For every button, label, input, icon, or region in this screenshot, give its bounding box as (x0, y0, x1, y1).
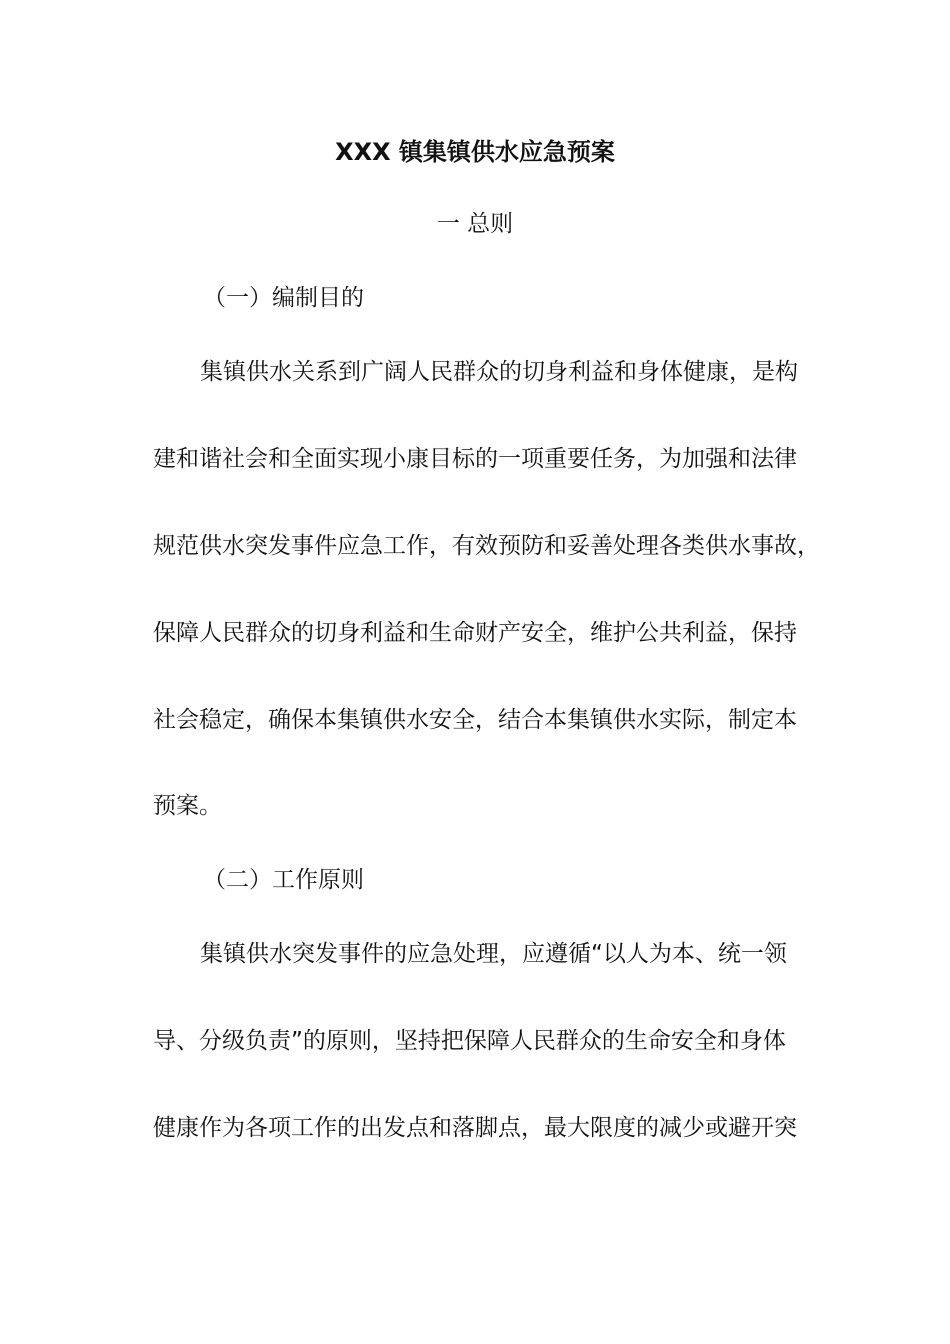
paragraph-line: 集镇供水突发事件的应急处理，应遵循“以人为本、统一领 (200, 941, 787, 967)
section-heading: 一 总则 (436, 211, 514, 237)
document-title: XXX 镇集镇供水应急预案 (335, 138, 615, 166)
subsection-heading-principles: （二）工作原则 (203, 867, 364, 893)
paragraph-line: 社会稳定，确保本集镇供水安全，结合本集镇供水实际，制定本 (153, 707, 797, 733)
paragraph-line: 规范供水突发事件应急工作，有效预防和妥善处理各类供水事故， (153, 533, 820, 559)
paragraph-line: 保障人民群众的切身利益和生命财产安全，维护公共利益，保持 (153, 620, 797, 646)
paragraph-line: 预案。 (153, 793, 222, 819)
subsection-heading-purpose: （一）编制目的 (203, 285, 364, 311)
paragraph-line: 健康作为各项工作的出发点和落脚点，最大限度的减少或避开突 (153, 1115, 797, 1141)
paragraph-line: 集镇供水关系到广阔人民群众的切身利益和身体健康，是构 (200, 359, 798, 385)
paragraph-line: 建和谐社会和全面实现小康目标的一项重要任务，为加强和法律 (153, 446, 797, 472)
paragraph-line: 导、分级负责”的原则，坚持把保障人民群众的生命安全和身体 (153, 1028, 786, 1054)
